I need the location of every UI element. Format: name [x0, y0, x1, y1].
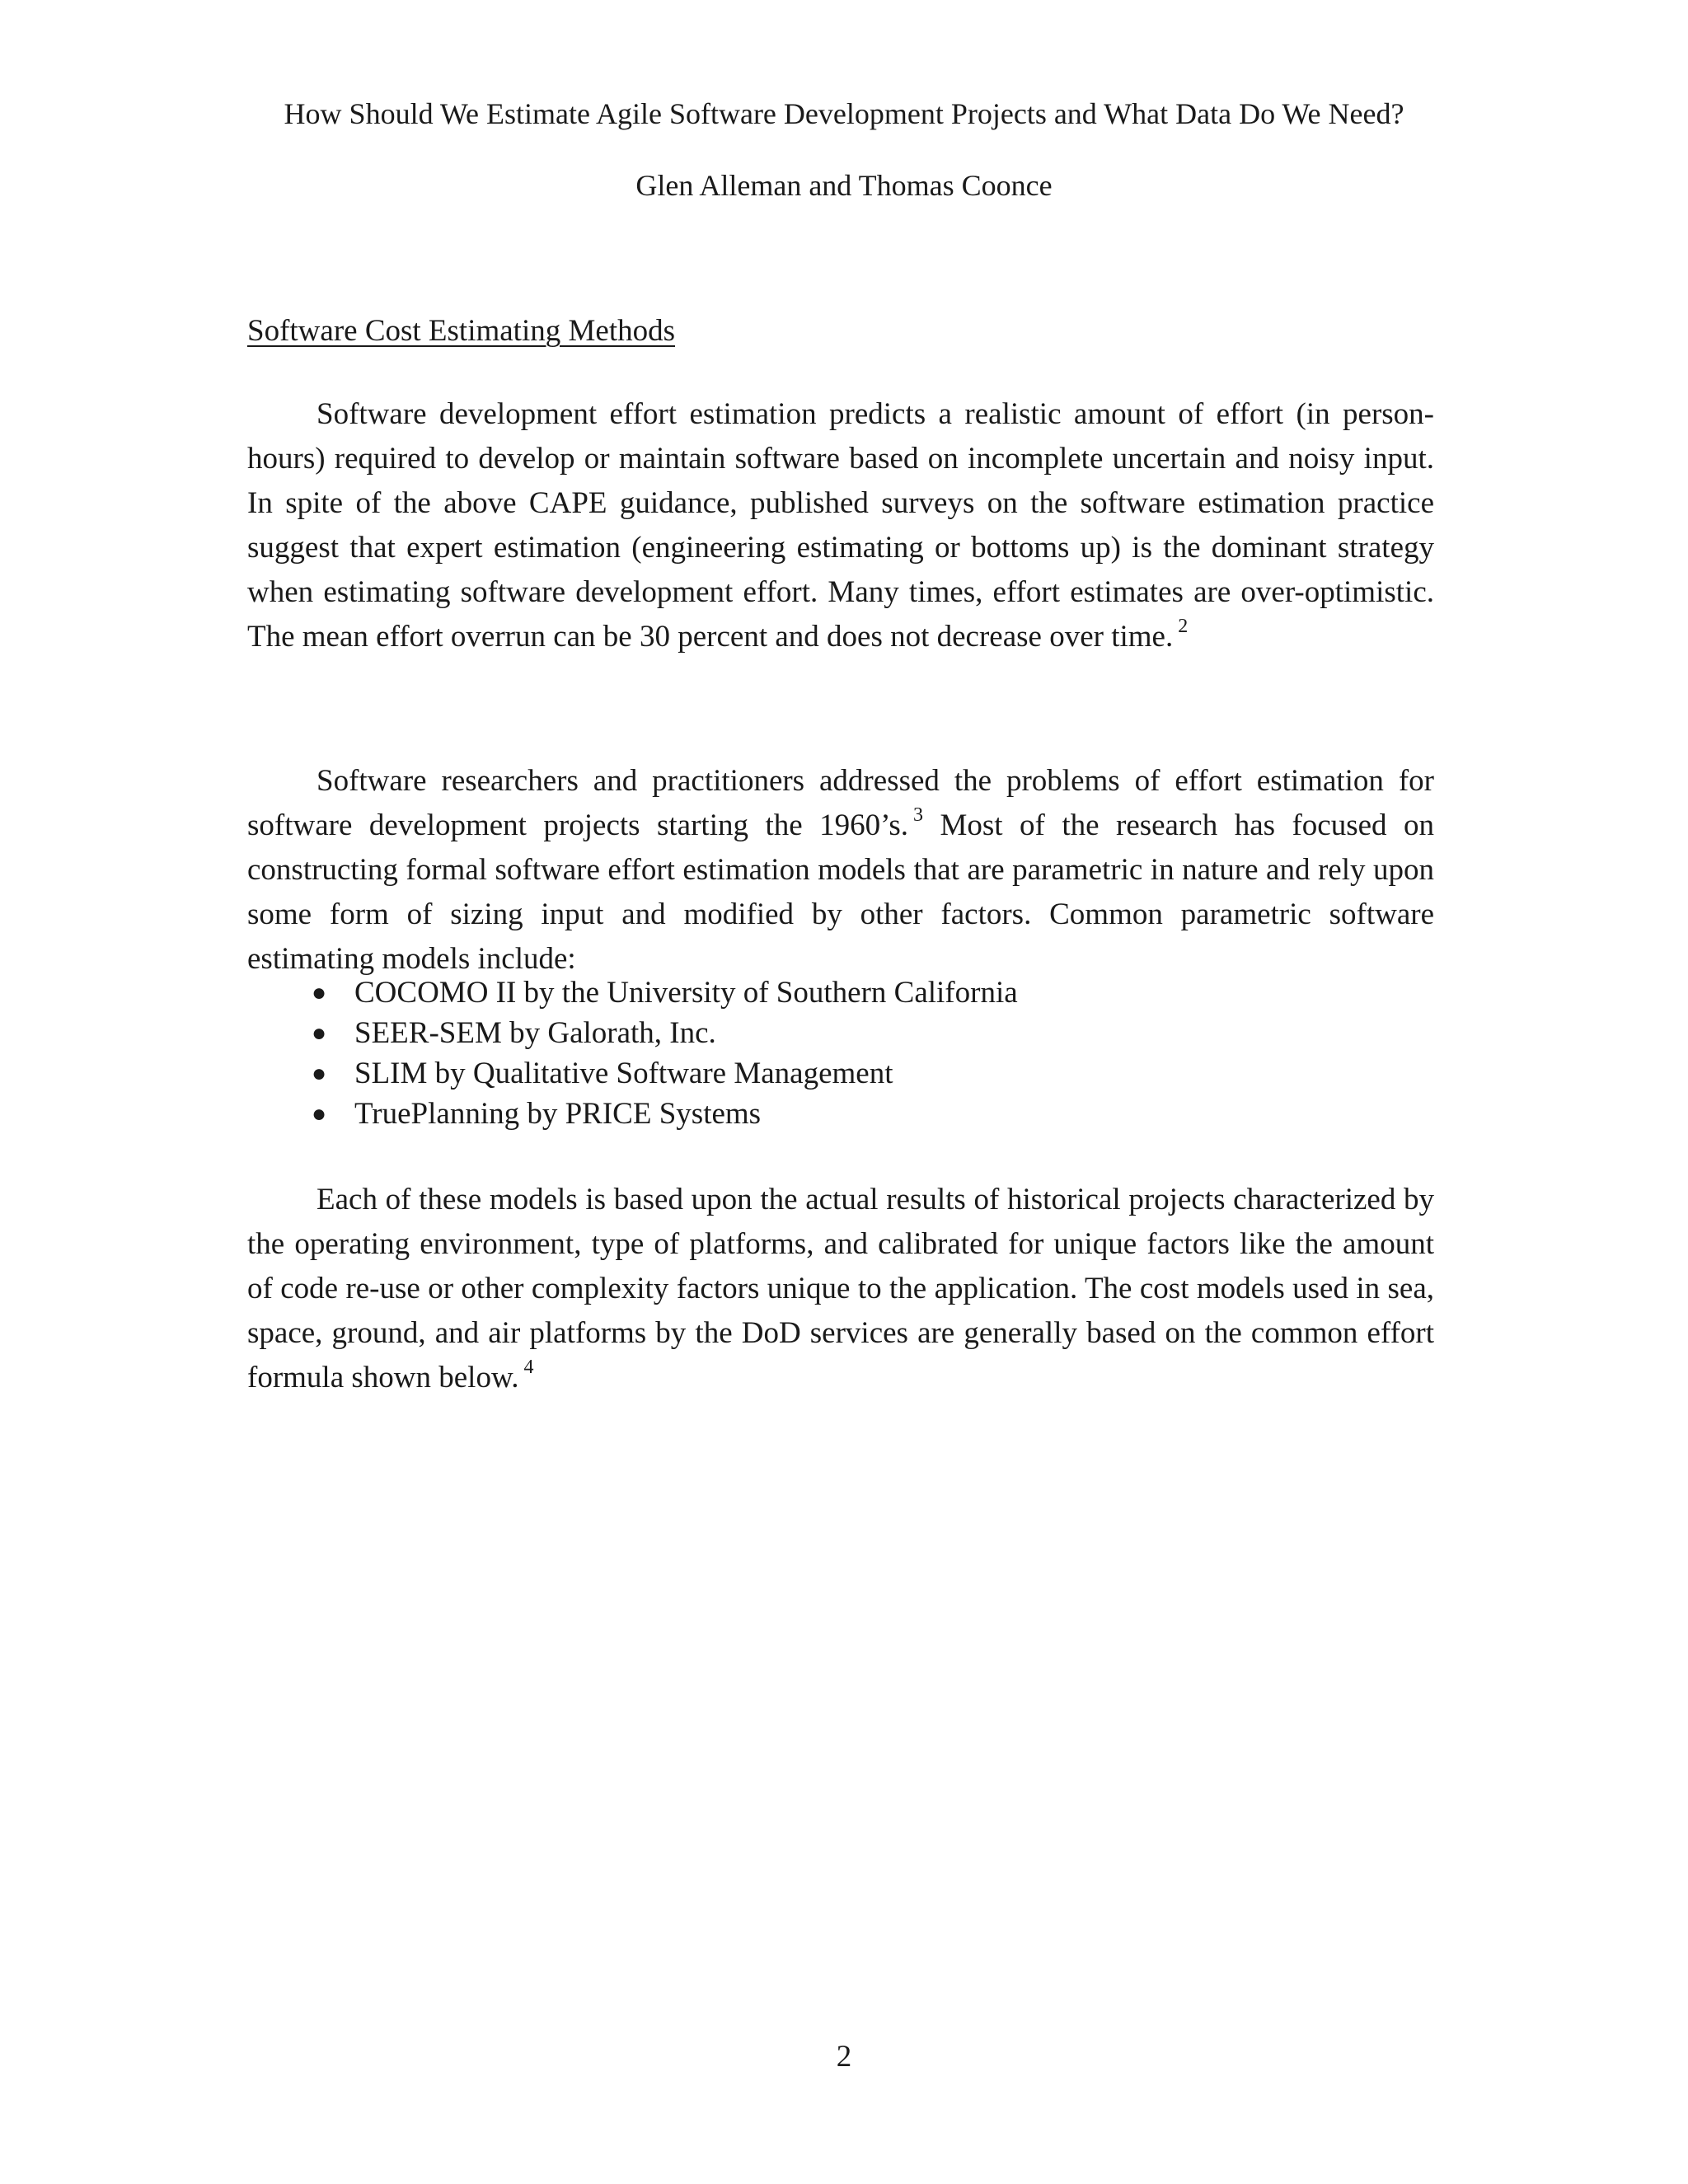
list-item-text: COCOMO II by the University of Southern California [354, 976, 1018, 1010]
footnote-ref[interactable]: 2 [1178, 615, 1189, 637]
paragraph-research-history [247, 759, 1434, 982]
paragraph-text: Each of these models is based upon the actual results of historical projects characterized by the operating environment, type of platforms, and calibrated for unique factors like the amount of code re-use or other complexity factors unique to the application. The cost models used in sea, space, ground, and air platforms by the DoD services are generally based on the common effort formula shown below. [247, 1183, 1434, 1394]
parametric-models-list [247, 972, 1018, 1134]
list-item [247, 1094, 1018, 1134]
list-item [247, 1013, 1018, 1053]
bullet-icon: ● [312, 1019, 327, 1047]
author-line: Glen Alleman and Thomas Coonce [635, 169, 1053, 202]
footnote-ref[interactable]: 3 [913, 804, 924, 826]
section-heading: Software Cost Estimating Methods [247, 314, 675, 348]
running-title: How Should We Estimate Agile Software Development Projects and What Data Do We Need? [284, 97, 1404, 130]
paragraph-model-basis [247, 1178, 1434, 1400]
paragraph-text: Most of the research has focused on constructing formal software effort estimation models that are parametric in nature and rely upon some form of sizing input and modified by other factors. Common parametric software estimating models include: [247, 808, 1435, 976]
bullet-icon: ● [312, 979, 327, 1006]
list-item-text: TruePlanning by PRICE Systems [354, 1097, 762, 1131]
bullet-icon: ● [312, 1060, 327, 1087]
paragraph-text: Software development effort estimation predicts a realistic amount of effort (in person-hours) required to develop or maintain software based on incomplete uncertain and noisy input. In spite of the above CAPE guidance, published surveys on the software estimation practice suggest that expert estimation (engineering estimating or bottoms up) is the dominant strategy when estimating software development effort. Many times, effort estimates are over-optimistic. The mean effort overrun can be 30 percent and does not decrease over time. [247, 397, 1434, 654]
footnote-ref[interactable]: 4 [523, 1356, 534, 1378]
list-item-text: SEER-SEM by Galorath, Inc. [354, 1016, 716, 1050]
paragraph-text: Software researchers and practitioners addressed the problems of effort estimation for software development projects starting the 1960’s. [247, 764, 1434, 842]
paragraph-effort-estimation [247, 392, 1434, 659]
list-item [247, 1053, 1018, 1094]
bullet-icon: ● [312, 1100, 327, 1127]
list-item [247, 972, 1018, 1013]
list-item-text: SLIM by Qualitative Software Management [354, 1057, 893, 1090]
page-number: 2 [836, 2040, 852, 2074]
